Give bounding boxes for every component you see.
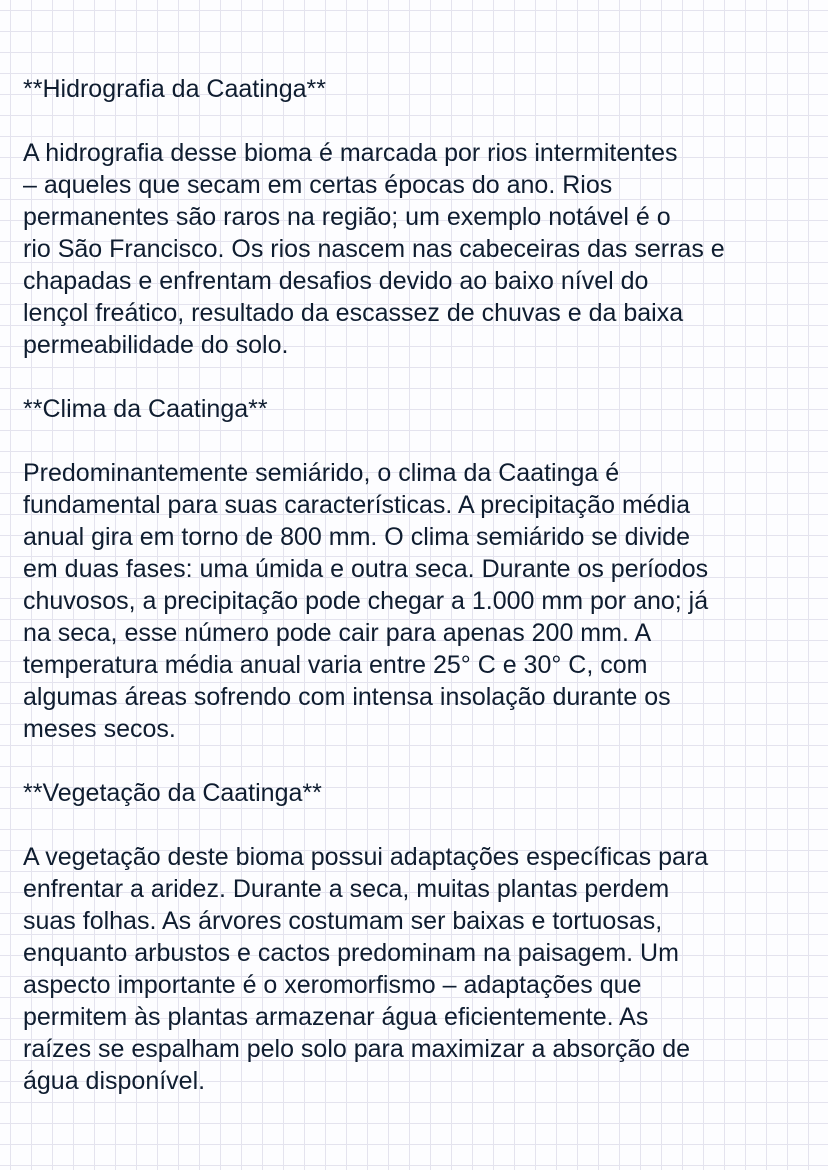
- paragraph-line: algumas áreas sofrendo com intensa insolação durante os: [23, 683, 671, 711]
- paragraph-line: Predominantemente semiárido, o clima da Caatinga é: [23, 459, 620, 487]
- section-vegetacao: [23, 777, 823, 1097]
- section-heading: **Vegetação da Caatinga**: [23, 779, 322, 807]
- paragraph-line: chuvosos, a precipitação pode chegar a 1.000 mm por ano; já: [23, 587, 709, 615]
- paragraph-line: lençol freático, resultado da escassez de chuvas e da baixa: [23, 299, 684, 327]
- paragraph: [23, 841, 823, 1097]
- paragraph-line: permanentes são raros na região; um exemplo notável é o: [23, 203, 671, 231]
- paragraph-line: suas folhas. As árvores costumam ser baixas e tortuosas,: [23, 907, 663, 935]
- paragraph-line: água disponível.: [23, 1067, 206, 1095]
- section-clima: [23, 393, 823, 777]
- paragraph-line: – aqueles que secam em certas épocas do ano. Rios: [23, 171, 613, 199]
- blank-line: [23, 809, 823, 841]
- paragraph-line: em duas fases: uma úmida e outra seca. Durante os períodos: [23, 555, 709, 583]
- blank-line: [23, 361, 823, 393]
- paragraph-line: raízes se espalham pelo solo para maximizar a absorção de: [23, 1035, 691, 1063]
- paragraph-line: A hidrografia desse bioma é marcada por rios intermitentes: [23, 139, 678, 167]
- paragraph-line: aspecto importante é o xeromorfismo – adaptações que: [23, 971, 642, 999]
- blank-line: [23, 105, 823, 137]
- paragraph-line: meses secos.: [23, 715, 176, 743]
- paragraph-line: enfrentar a aridez. Durante a seca, muitas plantas perdem: [23, 875, 670, 903]
- paragraph: [23, 137, 823, 361]
- section-heading: **Clima da Caatinga**: [23, 395, 268, 423]
- paragraph-line: enquanto arbustos e cactos predominam na paisagem. Um: [23, 939, 679, 967]
- paragraph-line: na seca, esse número pode cair para apenas 200 mm. A: [23, 619, 652, 647]
- paragraph-line: fundamental para suas características. A precipitação média: [23, 491, 691, 519]
- paragraph-line: anual gira em torno de 800 mm. O clima semiárido se divide: [23, 523, 690, 551]
- paragraph-line: chapadas e enfrentam desafios devido ao baixo nível do: [23, 267, 649, 295]
- section-hidrografia: [23, 73, 823, 393]
- blank-line: [23, 425, 823, 457]
- paragraph-line: rio São Francisco. Os rios nascem nas cabeceiras das serras e: [23, 235, 725, 263]
- paragraph-line: permitem às plantas armazenar água eficientemente. As: [23, 1003, 649, 1031]
- paragraph-line: temperatura média anual varia entre 25° C e 30° C, com: [23, 651, 648, 679]
- paragraph: [23, 457, 823, 745]
- paragraph-line: A vegetação deste bioma possui adaptações específicas para: [23, 843, 709, 871]
- section-heading: **Hidrografia da Caatinga**: [23, 75, 326, 103]
- document-body: [23, 73, 823, 1097]
- paragraph-line: permeabilidade do solo.: [23, 331, 289, 359]
- blank-line: [23, 745, 823, 777]
